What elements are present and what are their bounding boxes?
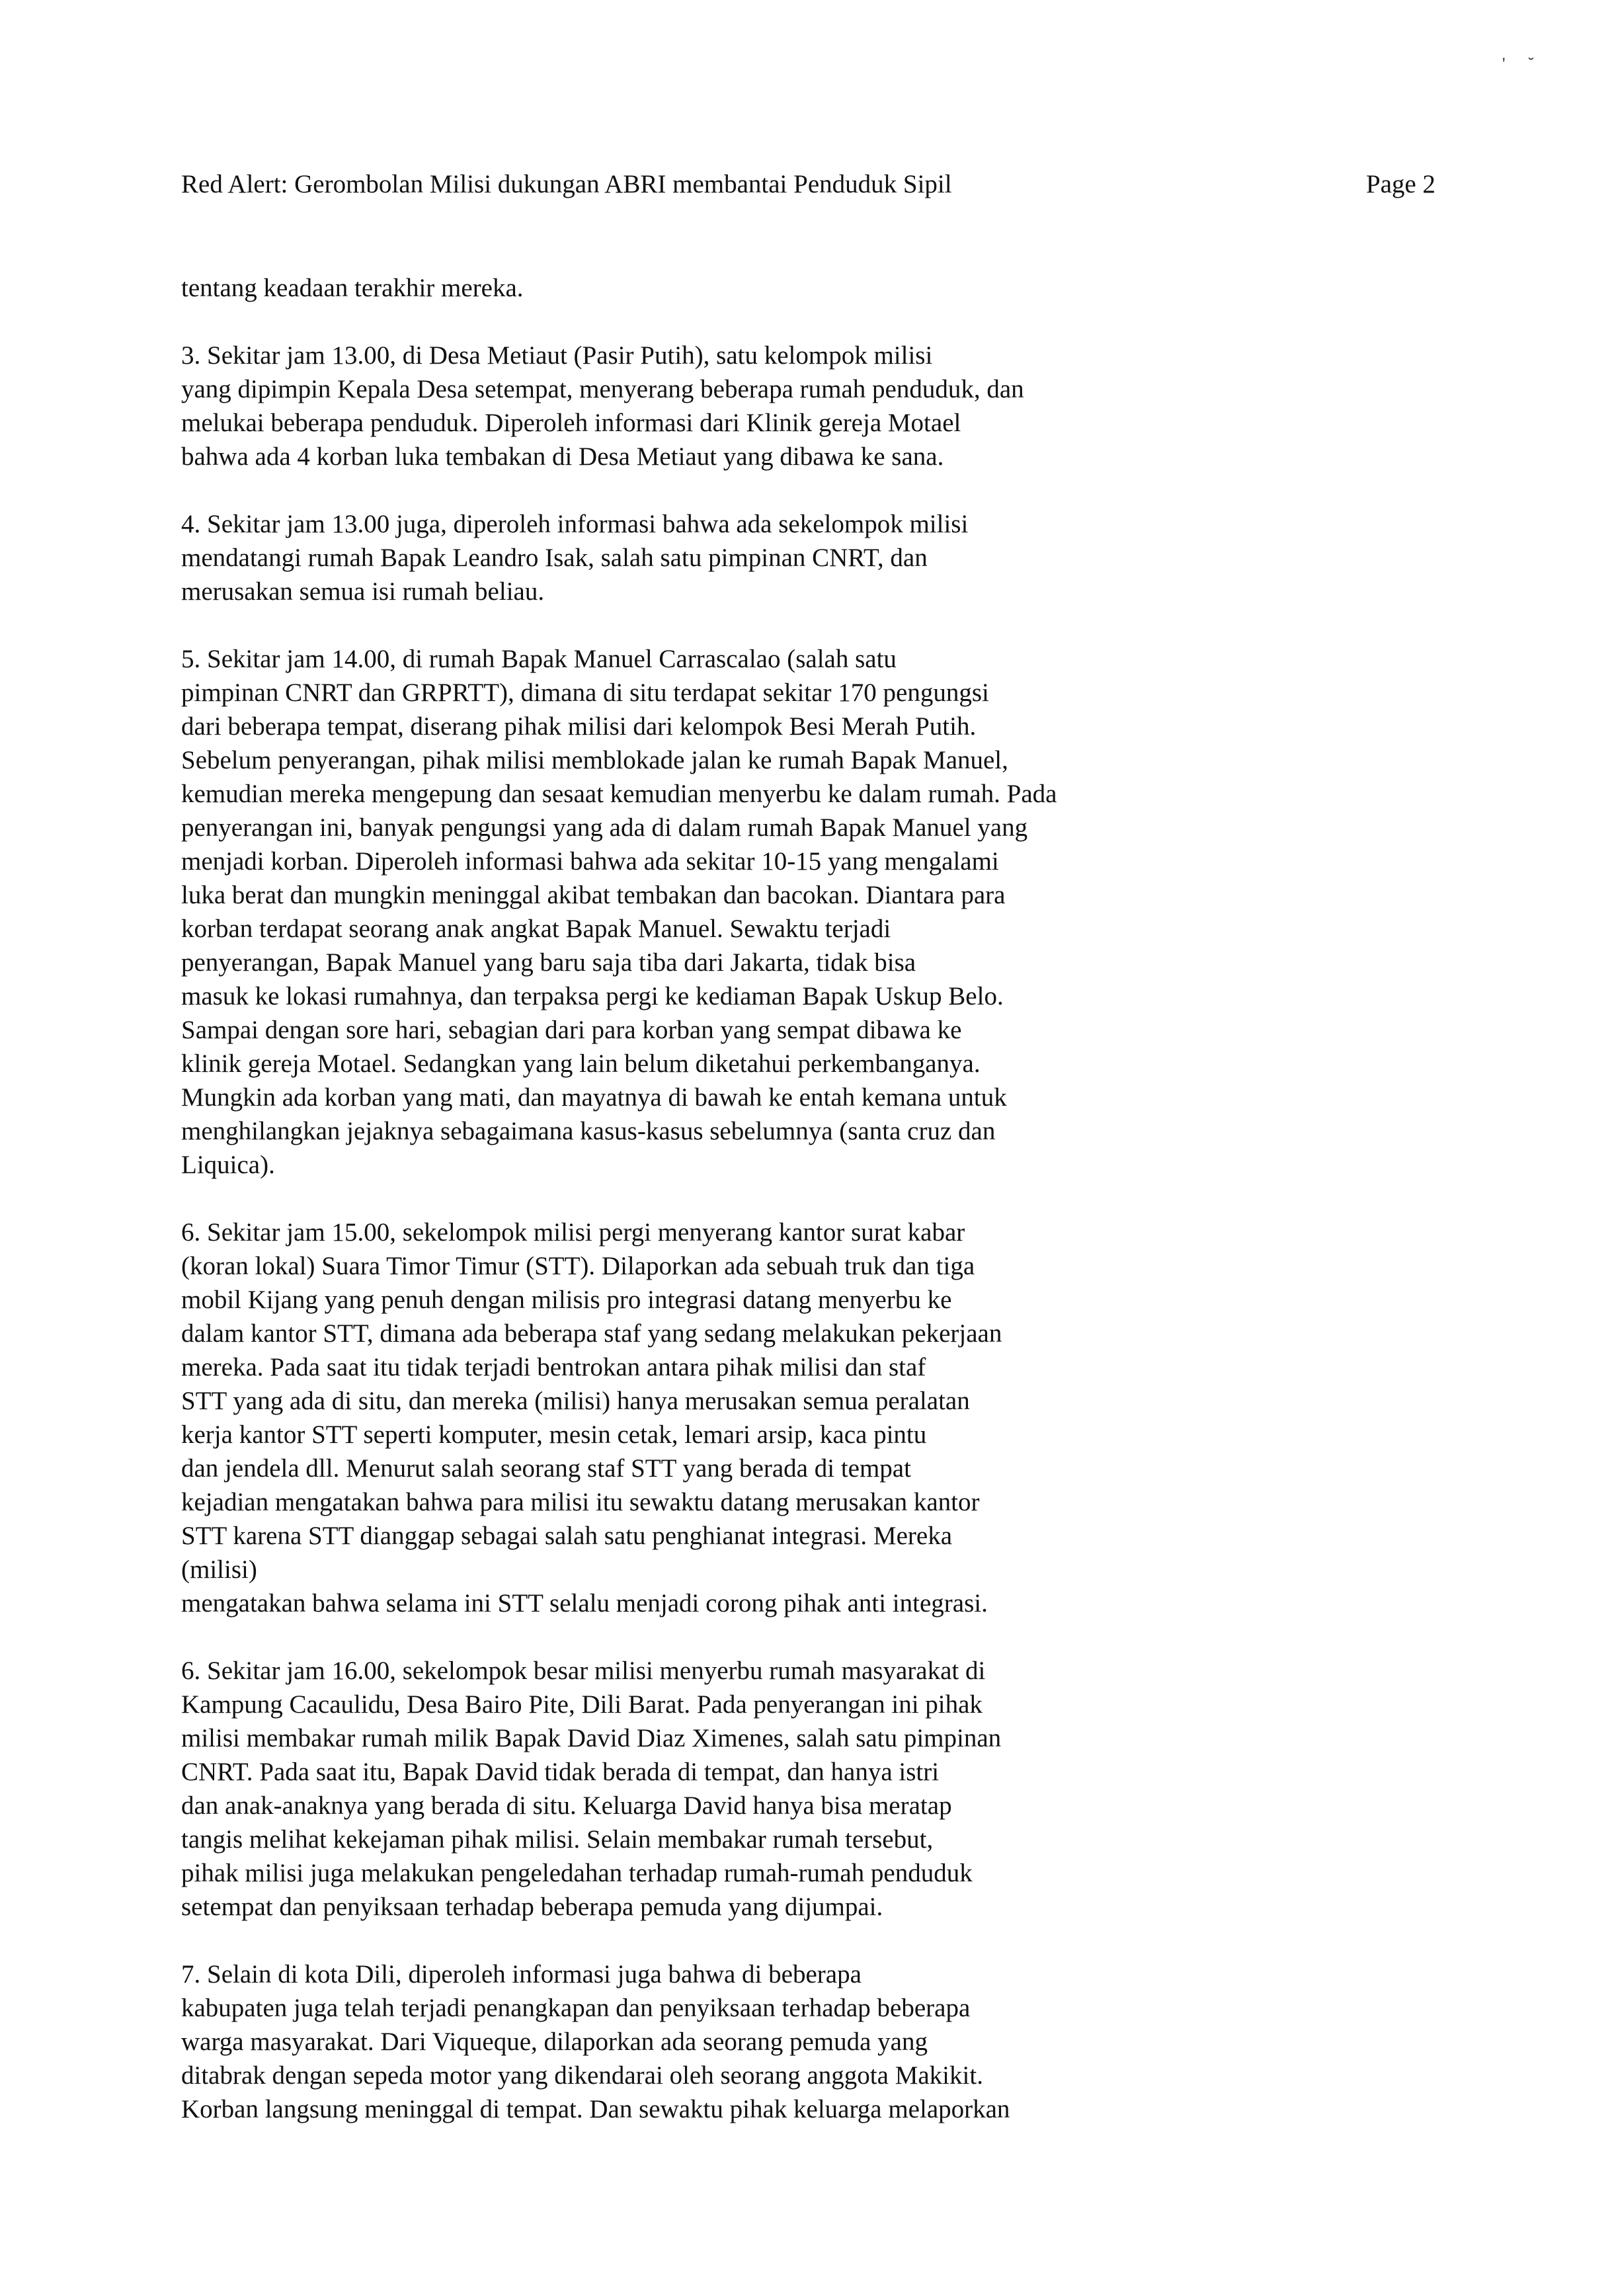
text-line: dan anak-anaknya yang berada di situ. Keluarga David hanya bisa meratap	[181, 1791, 952, 1820]
text-line: penyerangan ini, banyak pengungsi yang ada di dalam rumah Bapak Manuel yang	[181, 813, 1028, 842]
text-line: 5. Sekitar jam 14.00, di rumah Bapak Manuel Carrascalao (salah satu	[181, 645, 897, 673]
text-line: tangis melihat kekejaman pihak milisi. Selain membakar rumah tersebut,	[181, 1825, 934, 1854]
text-line: Liquica).	[181, 1151, 275, 1179]
text-line: dalam kantor STT, dimana ada beberapa staf yang sedang melakukan pekerjaan	[181, 1319, 1002, 1348]
paragraph	[181, 1215, 1537, 1620]
text-line: menghilangkan jejaknya sebagaimana kasus-kasus sebelumnya (santa cruz dan	[181, 1117, 996, 1145]
text-line: melukai beberapa penduduk. Diperoleh informasi dari Klinik gereja Motael	[181, 409, 961, 437]
text-line: mobil Kijang yang penuh dengan milisis pro integrasi datang menyerbu ke	[181, 1286, 952, 1314]
paragraph	[181, 1957, 1537, 2126]
paragraph	[181, 271, 1537, 305]
text-line: setempat dan penyiksaan terhadap beberapa pemuda yang dijumpai.	[181, 1893, 883, 1921]
text-line: masuk ke lokasi rumahnya, dan terpaksa pergi ke kediaman Bapak Uskup Belo.	[181, 982, 1004, 1010]
text-line: mereka. Pada saat itu tidak terjadi bentrokan antara pihak milisi dan staf	[181, 1353, 926, 1381]
text-line: menjadi korban. Diperoleh informasi bahwa ada sekitar 10-15 yang mengalami	[181, 847, 999, 876]
text-line: (milisi)	[181, 1555, 257, 1584]
paragraph	[181, 1654, 1537, 1924]
text-line: pihak milisi juga melakukan pengeledahan terhadap rumah-rumah penduduk	[181, 1859, 973, 1887]
document-body	[181, 271, 1537, 2160]
text-line: Korban langsung meninggal di tempat. Dan sewaktu pihak keluarga melaporkan	[181, 2095, 1010, 2123]
text-line: 6. Sekitar jam 15.00, sekelompok milisi pergi menyerang kantor surat kabar	[181, 1218, 965, 1247]
text-line: klinik gereja Motael. Sedangkan yang lain belum diketahui perkembanganya.	[181, 1049, 981, 1078]
text-line: yang dipimpin Kepala Desa setempat, menyerang beberapa rumah penduduk, dan	[181, 375, 1024, 403]
text-line: Kampung Cacaulidu, Desa Bairo Pite, Dili Barat. Pada penyerangan ini pihak	[181, 1690, 983, 1719]
text-line: kerja kantor STT seperti komputer, mesin cetak, lemari arsip, kaca pintu	[181, 1420, 927, 1449]
paragraph	[181, 642, 1537, 1182]
text-line: STT karena STT dianggap sebagai salah satu penghianat integrasi. Mereka	[181, 1522, 953, 1550]
text-line: pimpinan CNRT dan GRPRTT), dimana di situ terdapat sekitar 170 pengungsi	[181, 678, 989, 707]
text-line: kabupaten juga telah terjadi penangkapan dan penyiksaan terhadap beberapa	[181, 1994, 971, 2022]
text-line: tentang keadaan terakhir mereka.	[181, 274, 524, 302]
text-line: luka berat dan mungkin meninggal akibat tembakan dan bacokan. Diantara para	[181, 881, 1006, 909]
text-line: ditabrak dengan sepeda motor yang dikendarai oleh seorang anggota Makikit.	[181, 2061, 983, 2090]
text-line: penyerangan, Bapak Manuel yang baru saja tiba dari Jakarta, tidak bisa	[181, 948, 916, 977]
text-line: korban terdapat seorang anak angkat Bapak Manuel. Sewaktu terjadi	[181, 915, 891, 943]
text-line: mendatangi rumah Bapak Leandro Isak, salah satu pimpinan CNRT, dan	[181, 544, 928, 572]
text-line: 4. Sekitar jam 13.00 juga, diperoleh informasi bahwa ada sekelompok milisi	[181, 510, 969, 538]
text-line: STT yang ada di situ, dan mereka (milisi) hanya merusakan semua peralatan	[181, 1387, 970, 1415]
text-line: kemudian mereka mengepung dan sesaat kemudian menyerbu ke dalam rumah. Pada	[181, 780, 1057, 808]
text-line: bahwa ada 4 korban luka tembakan di Desa Metiaut yang dibawa ke sana.	[181, 442, 944, 471]
text-line: Mungkin ada korban yang mati, dan mayatnya di bawah ke entah kemana untuk	[181, 1083, 1007, 1112]
text-line: Sebelum penyerangan, pihak milisi memblokade jalan ke rumah Bapak Manuel,	[181, 746, 1008, 774]
page-number: Page 2	[1366, 170, 1436, 198]
text-line: 7. Selain di kota Dili, diperoleh informasi juga bahwa di beberapa	[181, 1960, 862, 1988]
paragraph	[181, 507, 1537, 608]
text-line: kejadian mengatakan bahwa para milisi itu sewaktu datang merusakan kantor	[181, 1488, 980, 1516]
text-line: 6. Sekitar jam 16.00, sekelompok besar milisi menyerbu rumah masyarakat di	[181, 1657, 986, 1685]
text-line: milisi membakar rumah milik Bapak David Diaz Ximenes, salah satu pimpinan	[181, 1724, 1002, 1752]
text-line: (koran lokal) Suara Timor Timur (STT). Dilaporkan ada sebuah truk dan tiga	[181, 1252, 975, 1280]
text-line: Sampai dengan sore hari, sebagian dari para korban yang sempat dibawa ke	[181, 1016, 962, 1044]
paragraph	[181, 339, 1537, 473]
text-line: CNRT. Pada saat itu, Bapak David tidak berada di tempat, dan hanya istri	[181, 1758, 940, 1786]
scan-artifact-mark: ' ˘	[1502, 54, 1543, 73]
text-line: 3. Sekitar jam 13.00, di Desa Metiaut (Pasir Putih), satu kelompok milisi	[181, 341, 933, 370]
page-header-title: Red Alert: Gerombolan Milisi dukungan ABRI membantai Penduduk Sipil	[181, 170, 952, 198]
text-line: mengatakan bahwa selama ini STT selalu menjadi corong pihak anti integrasi.	[181, 1589, 988, 1618]
text-line: dan jendela dll. Menurut salah seorang staf STT yang berada di tempat	[181, 1454, 911, 1483]
text-line: warga masyarakat. Dari Viqueque, dilaporkan ada seorang pemuda yang	[181, 2028, 928, 2056]
text-line: dari beberapa tempat, diserang pihak milisi dari kelompok Besi Merah Putih.	[181, 712, 977, 741]
text-line: merusakan semua isi rumah beliau.	[181, 577, 545, 606]
